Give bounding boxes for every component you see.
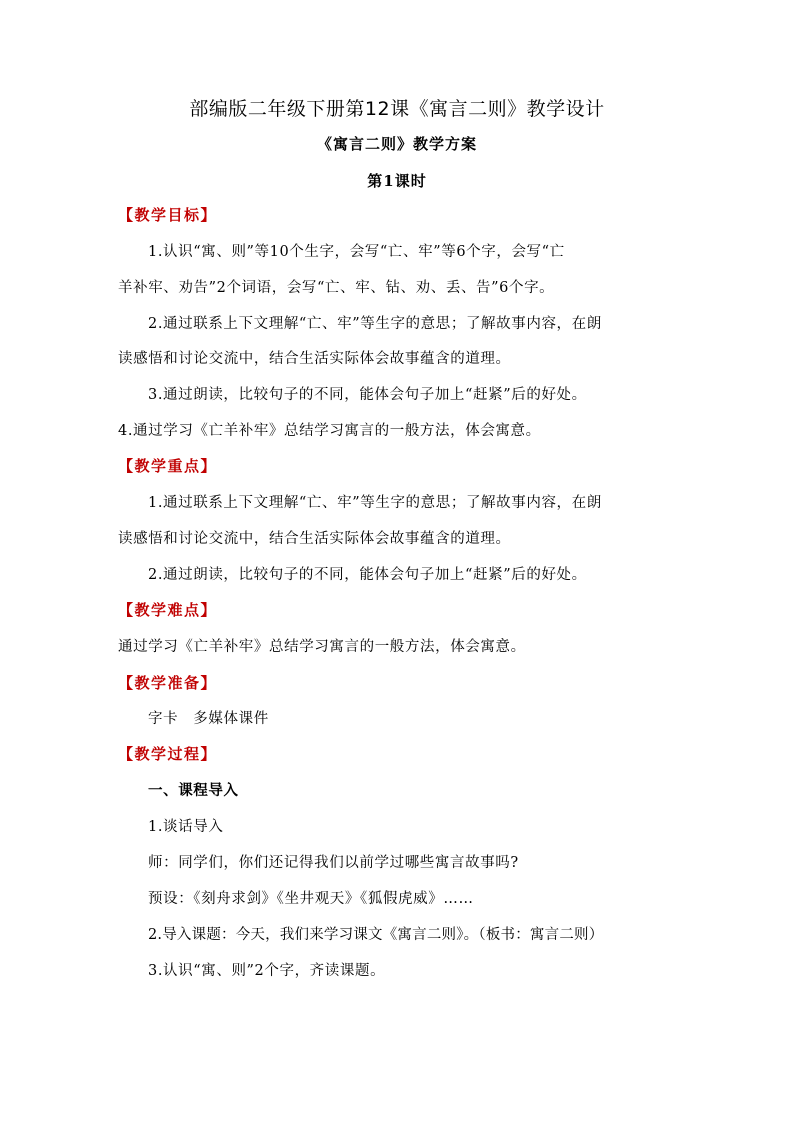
section-heading-goals: 【教学目标】 — [118, 206, 218, 224]
process-line: 师：同学们，你们还记得我们以前学过哪些寓言故事吗? — [148, 855, 519, 871]
section-heading-key-points: 【教学重点】 — [118, 457, 218, 475]
process-line: 预设：《刻舟求剑》《坐井观天》《狐假虎威》…… — [148, 891, 474, 907]
goals-line: 1.认识“寓、则”等10个生字，会写“亡、牢”等6个字，会写“亡 — [148, 244, 565, 260]
preparation-line: 字卡 多媒体课件 — [148, 711, 269, 727]
document-title: 部编版二年级下册第12课《寓言二则》教学设计 — [189, 98, 605, 120]
document-subtitle: 《寓言二则》教学方案 — [316, 135, 477, 153]
process-line: 2.导入课题：今天，我们来学习课文《寓言二则》。（板书：寓言二则） — [148, 927, 604, 943]
process-subheading: 一、课程导入 — [148, 782, 239, 799]
goals-line: 羊补牢、劝告”2个词语，会写“亡、牢、钻、劝、丢、告”6个字。 — [118, 280, 555, 296]
goals-line: 3.通过朗读，比较句子的不同，能体会句子加上“赶紧”后的好处。 — [148, 387, 587, 403]
section-heading-preparation: 【教学准备】 — [118, 674, 218, 692]
section-heading-difficulties: 【教学难点】 — [118, 601, 218, 619]
process-line: 3.认识“寓、则”2个字，齐读课题。 — [148, 963, 386, 979]
process-line: 1.谈话导入 — [148, 819, 224, 835]
goals-line: 2.通过联系上下文理解“亡、牢”等生字的意思；了解故事内容，在朗 — [148, 316, 602, 332]
lesson-label: 第1课时 — [367, 172, 427, 190]
difficulties-line: 通过学习《亡羊补牢》总结学习寓言的一般方法，体会寓意。 — [118, 639, 526, 655]
key-points-line: 1.通过联系上下文理解“亡、牢”等生字的意思；了解故事内容，在朗 — [148, 495, 602, 511]
goals-line: 读感悟和讨论交流中，结合生活实际体会故事蕴含的道理。 — [118, 351, 511, 367]
key-points-line: 读感悟和讨论交流中，结合生活实际体会故事蕴含的道理。 — [118, 531, 511, 547]
section-heading-process: 【教学过程】 — [118, 745, 218, 763]
key-points-line: 2.通过朗读，比较句子的不同，能体会句子加上“赶紧”后的好处。 — [148, 567, 587, 583]
goals-line: 4.通过学习《亡羊补牢》总结学习寓言的一般方法，体会寓意。 — [118, 423, 541, 439]
